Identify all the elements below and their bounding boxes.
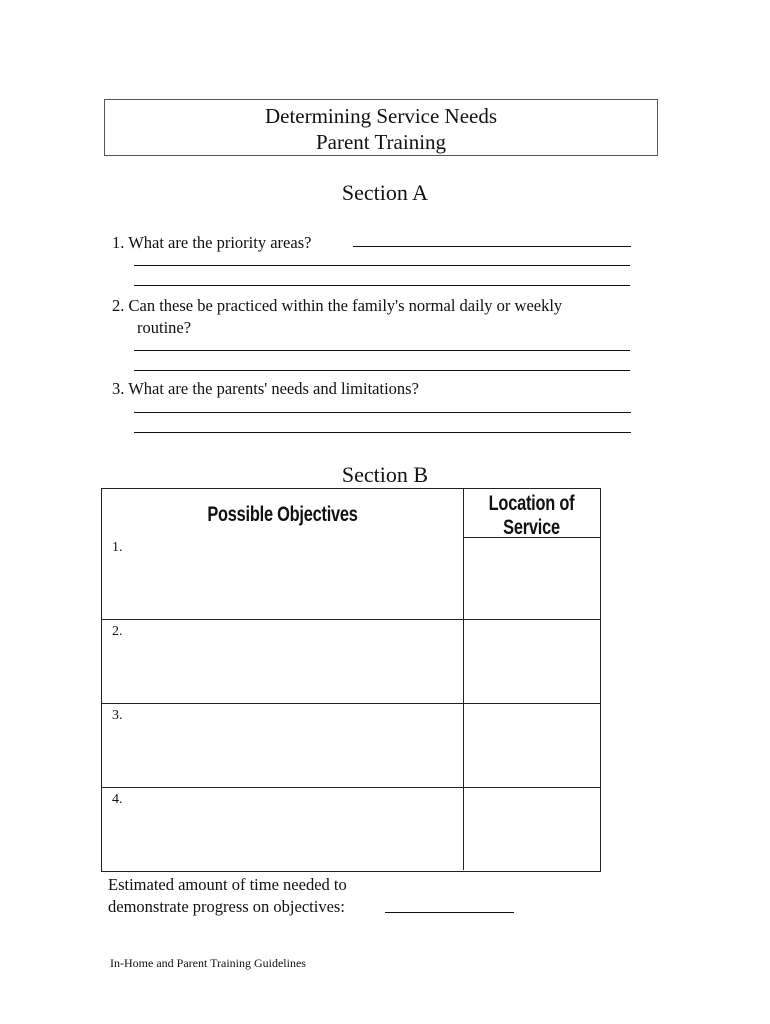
column-divider <box>463 489 464 870</box>
answer-line-2b[interactable] <box>134 370 630 371</box>
row-number-3: 3. <box>112 708 123 723</box>
answer-line-3a[interactable] <box>134 412 631 413</box>
question-2 <box>112 295 562 339</box>
document-title: Determining Service Needs <box>264 104 498 128</box>
row-number-2: 2. <box>112 624 123 639</box>
column-header-location-line2: Service <box>503 516 560 539</box>
column-header-location-line1: Location of <box>488 492 575 515</box>
estimate-text <box>108 874 347 918</box>
answer-line-2a[interactable] <box>134 350 630 351</box>
document-subtitle: Parent Training <box>315 130 447 154</box>
question-3: 3. What are the parents' needs and limitations? <box>112 379 419 398</box>
section-a-heading: Section A <box>341 180 429 205</box>
objectives-table <box>101 488 601 872</box>
estimate-line1: Estimated amount of time needed to <box>108 875 347 894</box>
answer-line-1c[interactable] <box>134 285 630 286</box>
row-number-4: 4. <box>112 792 123 807</box>
column-header-objectives: Possible Objectives <box>207 503 358 526</box>
estimate-line2: demonstrate progress on objectives: <box>108 897 345 916</box>
footer-text: In-Home and Parent Training Guidelines <box>110 956 306 970</box>
row-divider-3 <box>102 787 600 788</box>
row-divider-2 <box>102 703 600 704</box>
title-box <box>104 99 658 156</box>
answer-line-3b[interactable] <box>134 432 631 433</box>
question-2-line2: routine? <box>137 318 192 337</box>
answer-line-1a[interactable] <box>353 246 631 247</box>
estimate-answer-line[interactable] <box>385 912 514 913</box>
row-number-1: 1. <box>112 540 123 555</box>
section-b-heading: Section B <box>341 462 429 487</box>
question-2-line1: 2. Can these be practiced within the family's normal daily or weekly <box>112 296 563 315</box>
question-1: 1. What are the priority areas? <box>112 233 312 252</box>
row-divider-1 <box>102 619 600 620</box>
answer-line-1b[interactable] <box>134 265 630 266</box>
column-header-location <box>478 492 585 540</box>
